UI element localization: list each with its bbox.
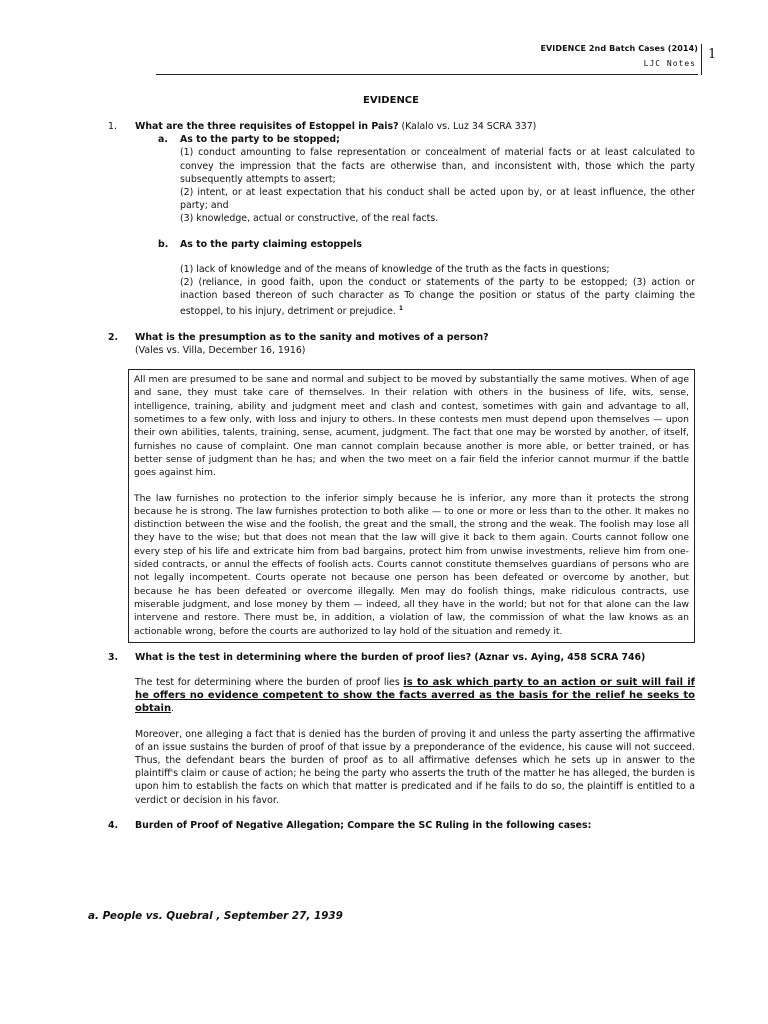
quoted-paragraph: The law furnishes no protection to the inferior simply because he is inferior, any more than it protects the strong because he is strong. The law furnishes protection to both alike — to one or more or less than to the other. It makes no distinction between the wise and the foolish, the great and the small, the strong and the weak. The foolish may lose all they have to the wise; but that does not mean that the law will give it back to them again. Courts cannot follow one every step of his life and extricate him from bad bargains, protect him from unwise investments, relieve him from one-sided contracts, or annul the effects of foolish acts. Courts cannot constitute themselves guardians of persons who are not legally incompetent. Courts operate not because one person has been defeated or overcome by another, but because he has been defeated or overcome illegally. Men may do foolish things, make ridiculous contracts, use miserable judgment, and lose money by them — indeed, all they have in the world; but not for that alone can the law intervene and restore. There must be, in addition, a violation of law, the commission of what the law knows as an actionable wrong, before the courts are authorized to lay hold of the situation and remedy it. (134, 492, 689, 637)
subitem-heading: As to the party claiming estoppels (180, 238, 362, 250)
emphasized-rule: is to ask which party to an action or suit will fail if he offers no evidence competent to show the facts averred as the basis for the relief he seeks to obtain (135, 677, 695, 715)
paragraph-lead: The test for determining where the burden of proof lies (135, 677, 404, 689)
subitem-heading: As to the party to be stopped; (180, 134, 340, 146)
quoted-ruling-box (128, 369, 695, 643)
page-number-separator (701, 44, 702, 75)
requisite-paragraph: (1) lack of knowledge and of the means of knowledge of the truth as the facts in questions; (180, 263, 610, 275)
subitem-letter: a. (158, 134, 168, 146)
question-number: 4. (108, 819, 119, 831)
question-2 (108, 331, 695, 357)
question-number: 1. (108, 121, 117, 132)
question-citation: (Vales vs. Villa, December 16, 1916) (135, 344, 306, 356)
requisite-text: (2) (reliance, in good faith, upon the conduct or statements of the party to be estopped; (3) action or inaction based thereon of such character as To change the position or status of the party claiming the estoppel, to his injury, detriment or prejudice. (180, 277, 695, 318)
header-subtitle: LJC Notes (643, 59, 696, 68)
question-text: What is the test in determining where the burden of proof lies? (Aznar vs. Aying, 458 SCRA 746) (135, 651, 646, 663)
question-4 (108, 819, 695, 832)
requisite-paragraph: (1) conduct amounting to false representation or concealment of material facts or at least calculated to convey the impression that the facts are otherwise than, and inconsistent with, those which the party subsequently attempts to assert; (180, 147, 695, 185)
question-text: Burden of Proof of Negative Allegation; Compare the SC Ruling in the following cases: (135, 819, 592, 831)
requisite-paragraph (180, 276, 695, 319)
document-title: EVIDENCE (363, 95, 419, 106)
subitem-a (158, 133, 695, 146)
requisite-paragraph: (2) intent, or at least expectation that his conduct shall be acted upon by, or at least influence, the other party; and (180, 187, 695, 212)
question-3 (108, 651, 695, 664)
footnote-marker: 1 (398, 305, 404, 313)
burden-test-paragraph (135, 676, 695, 716)
question-text: What is the presumption as to the sanity and motives of a person? (135, 331, 489, 343)
document-body (108, 120, 695, 832)
quoted-paragraph: All men are presumed to be sane and normal and subject to be moved by substantially the same motives. When of age and sane, they must take care of themselves. In their relation with others in the business of life, wits, sense, intelligence, training, ability and judgment meet and clash and contest, sometimes with gain and advantage to all, sometimes to a few only, with loss and injury to others. In these contests men must depend upon themselves — upon their own abilities, talents, training, sense, acument, judgment. The fact that one may be worsted by another, of itself, furnishes no cause of complaint. One man cannot complain because another is more able, or better trained, or has better sense of judgment than he has; and when the two meet on a fair field the inferior cannot murmur if the battle goes against him. (134, 374, 689, 479)
header-rule (156, 74, 698, 75)
question-number: 2. (108, 331, 119, 343)
burden-explanation-paragraph: Moreover, one alleging a fact that is denied has the burden of proving it and unless the party asserting the affirmative of an issue sustains the burden of proof of that issue by a preponderance of the evidence, his cause will not succeed. Thus, the defendant bears the burden of proof as to all affirmative defenses which he sets up in answer to the plaintiff's claim or cause of action; he being the party who asserts the truth of the matter he has alleged, the burden is upon him to establish the facts on which that matter is predicated and if he fails to do so, the plaintiff is entitled to a verdict or decision in his favor. (135, 728, 695, 806)
subitem-letter: b. (158, 238, 169, 250)
requisite-paragraph: (3) knowledge, actual or constructive, of the real facts. (180, 213, 439, 225)
subitem-b (158, 238, 695, 251)
case-heading-a: a. People vs. Quebral , September 27, 1939 (88, 910, 343, 922)
header-title: EVIDENCE 2nd Batch Cases (2014) (540, 44, 698, 53)
page-number: 1 (708, 47, 717, 62)
question-1 (108, 120, 695, 133)
question-number: 3. (108, 651, 119, 663)
question-citation: (Kalalo vs. Luz 34 SCRA 337) (398, 121, 537, 132)
question-text: What are the three requisites of Estoppel in Pais? (135, 121, 399, 132)
header-title-block (540, 44, 698, 53)
paragraph-end: . (171, 703, 175, 715)
